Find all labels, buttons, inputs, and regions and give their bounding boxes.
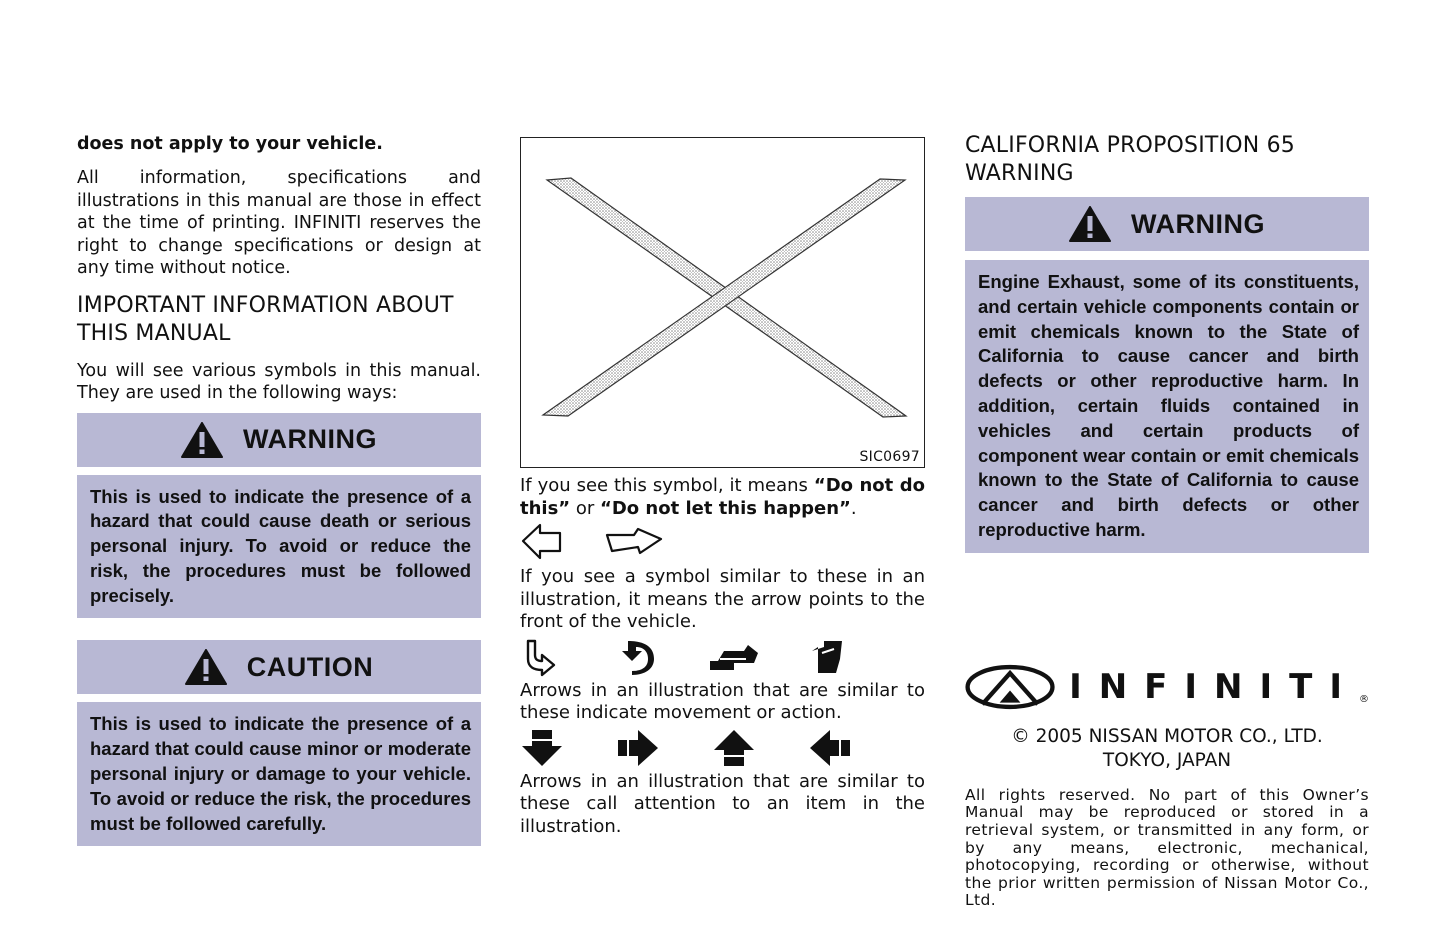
prop65-heading: CALIFORNIA PROPOSITION 65 WARNING <box>965 133 1295 186</box>
block-arrow-up-icon <box>712 728 756 768</box>
movement-arrow-row <box>520 636 925 678</box>
caption-bold-1: “Do not do this” <box>520 475 925 519</box>
warning-triangle-icon <box>181 422 223 458</box>
intro-paragraph: All information, specifications and illustrations in this manual are those in effect at the time of printing. INFINITI reserves the right to change specifications or design at any time without notice. <box>77 168 481 278</box>
caution-body: This is used to indicate the presence of a hazard that could cause minor or moderate personal injury or damage to your vehicle. To avoid or reduce the risk, the procedures must be followed carefully. <box>77 702 481 846</box>
curved-arrow-down-icon <box>520 637 560 677</box>
figure-code: SIC0697 <box>859 449 920 465</box>
manual-info-heading: IMPORTANT INFORMATION ABOUT THIS MANUAL <box>77 292 454 346</box>
right-column <box>965 130 1369 910</box>
infiniti-emblem-icon <box>965 661 1055 713</box>
copyright-line: © 2005 NISSAN MOTOR CO., LTD. <box>1011 725 1323 747</box>
attention-caption: Arrows in an illustration that are similar to these call attention to an item in the illustration. <box>520 770 925 837</box>
symbols-paragraph: You will see various symbols in this manual. They are used in the following ways: <box>77 360 481 403</box>
block-arrow-down-icon <box>520 728 564 768</box>
flat-arrow-right-icon <box>708 637 760 677</box>
middle-column <box>520 137 925 838</box>
caption-mid: or <box>570 497 600 519</box>
prop65-warning-header <box>965 197 1369 251</box>
location-line: TOKYO, JAPAN <box>1102 749 1232 771</box>
block-arrow-left-icon <box>808 728 852 768</box>
infiniti-logo <box>965 661 1369 713</box>
intro-bold-line: does not apply to your vehicle. <box>77 134 383 154</box>
caption-bold-2: “Do not let this happen” <box>600 497 851 519</box>
flat-arrow-down-icon <box>808 637 848 677</box>
curved-arrow-return-icon <box>618 637 658 677</box>
front-arrow-row <box>520 520 925 562</box>
warning-body: This is used to indicate the presence of a hazard that could cause death or serious personal injury. To avoid or reduce the risk, the procedures must be followed precisely. <box>77 475 481 619</box>
do-not-x-symbol <box>521 138 923 438</box>
do-not-caption <box>520 475 925 520</box>
left-column <box>77 130 481 846</box>
warning-label: WARNING <box>243 424 377 454</box>
prop65-warning-label: WARNING <box>1131 208 1265 239</box>
caption-prefix: If you see this symbol, it means <box>520 475 814 496</box>
front-arrow-angled-outline-icon <box>604 521 664 561</box>
attention-arrow-row <box>520 727 925 769</box>
logo-registered-mark: ® <box>1359 693 1369 705</box>
caption-suffix: . <box>850 497 857 519</box>
front-arrow-left-outline-icon <box>520 521 564 561</box>
caution-triangle-icon <box>185 649 227 685</box>
front-arrow-caption: If you see a symbol similar to these in an illustration, it means the arrow points to the front of the vehicle. <box>520 566 925 632</box>
prop65-warning-triangle-icon <box>1069 206 1111 242</box>
movement-caption: Arrows in an illustration that are similar to these indicate movement or action. <box>520 679 925 723</box>
rights-statement: All rights reserved. No part of this Owner’s Manual may be reproduced or stored in a retrieval system, or transmitted in any form, or by any means, electronic, mechanical, photocopying, recording or otherwise, without the prior written permission of Nissan Motor Co., Ltd. <box>965 785 1369 910</box>
caution-header <box>77 640 481 694</box>
do-not-figure <box>520 137 925 468</box>
block-arrow-right-icon <box>616 728 660 768</box>
logo-wordmark: INFINITI <box>1069 666 1359 707</box>
warning-header <box>77 413 481 467</box>
caution-label: CAUTION <box>246 651 374 682</box>
prop65-warning-body: Engine Exhaust, some of its constituents, and certain vehicle components contain or emit chemicals known to the State of California to cause cancer and birth defects or other reproductive harm. In addition, certain fluids contained in vehicles and certain products of component wear contain or emit chemicals known to the State of California to cause cancer and birth defects or other reproductive harm. <box>965 260 1369 553</box>
